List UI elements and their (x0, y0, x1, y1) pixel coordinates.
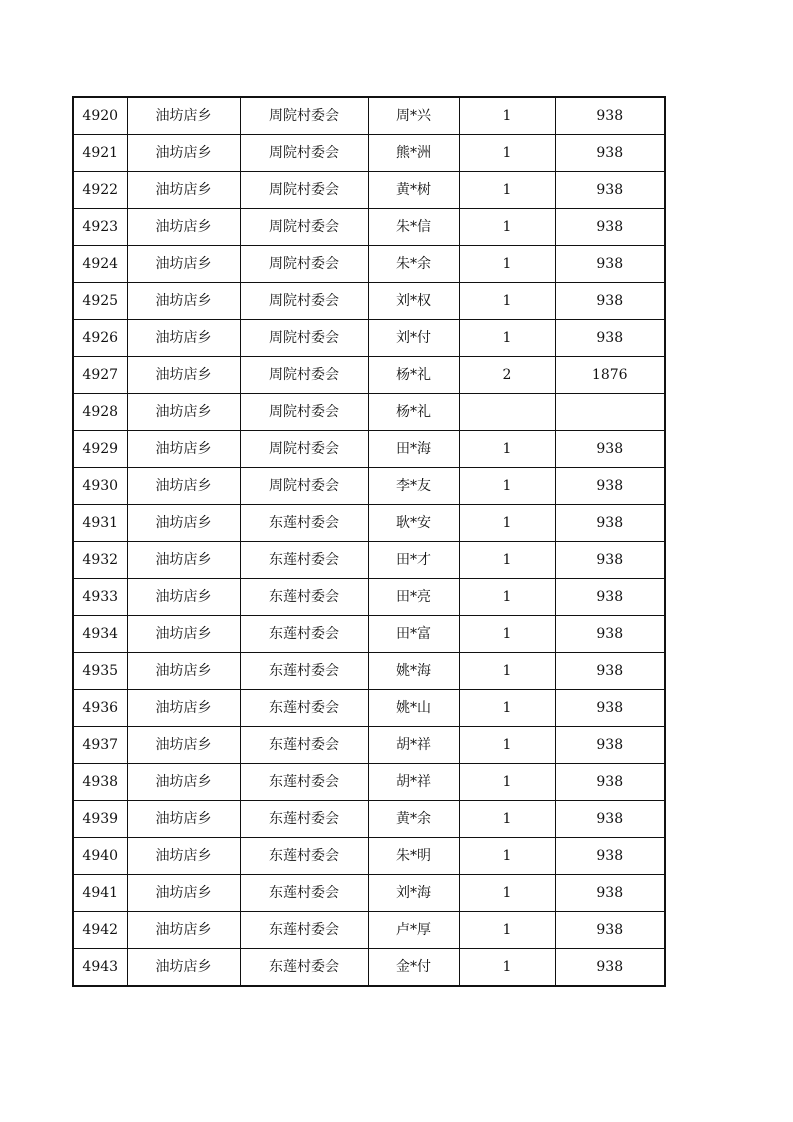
village-committee-cell: 东莲村委会 (240, 801, 368, 838)
table-row (73, 579, 665, 616)
township-cell: 油坊店乡 (127, 542, 240, 579)
count-cell: 1 (459, 246, 555, 283)
row-number-cell: 4933 (73, 579, 127, 616)
count-cell: 1 (459, 97, 555, 135)
row-number-cell: 4928 (73, 394, 127, 431)
village-committee-cell: 东莲村委会 (240, 505, 368, 542)
person-name-cell: 田*富 (368, 616, 459, 653)
count-cell: 1 (459, 764, 555, 801)
person-name-cell: 黄*树 (368, 172, 459, 209)
count-cell: 1 (459, 283, 555, 320)
amount-cell: 938 (555, 542, 665, 579)
village-committee-cell: 东莲村委会 (240, 764, 368, 801)
table-row (73, 209, 665, 246)
township-cell: 油坊店乡 (127, 468, 240, 505)
count-cell: 1 (459, 875, 555, 912)
row-number-cell: 4922 (73, 172, 127, 209)
village-committee-cell: 东莲村委会 (240, 949, 368, 987)
township-cell: 油坊店乡 (127, 912, 240, 949)
township-cell: 油坊店乡 (127, 875, 240, 912)
row-number-cell: 4929 (73, 431, 127, 468)
count-cell: 1 (459, 949, 555, 987)
township-cell: 油坊店乡 (127, 653, 240, 690)
amount-cell: 938 (555, 431, 665, 468)
township-cell: 油坊店乡 (127, 172, 240, 209)
count-cell: 1 (459, 505, 555, 542)
village-committee-cell: 东莲村委会 (240, 838, 368, 875)
row-number-cell: 4921 (73, 135, 127, 172)
row-number-cell: 4924 (73, 246, 127, 283)
person-name-cell: 耿*安 (368, 505, 459, 542)
amount-cell: 938 (555, 727, 665, 764)
count-cell: 1 (459, 431, 555, 468)
count-cell: 1 (459, 542, 555, 579)
count-cell: 1 (459, 727, 555, 764)
person-name-cell: 朱*明 (368, 838, 459, 875)
amount-cell: 938 (555, 801, 665, 838)
row-number-cell: 4940 (73, 838, 127, 875)
person-name-cell: 姚*山 (368, 690, 459, 727)
village-committee-cell: 周院村委会 (240, 431, 368, 468)
village-committee-cell: 周院村委会 (240, 283, 368, 320)
amount-cell: 938 (555, 320, 665, 357)
village-committee-cell: 周院村委会 (240, 394, 368, 431)
township-cell: 油坊店乡 (127, 616, 240, 653)
count-cell: 1 (459, 209, 555, 246)
row-number-cell: 4932 (73, 542, 127, 579)
amount-cell: 938 (555, 209, 665, 246)
township-cell: 油坊店乡 (127, 690, 240, 727)
person-name-cell: 李*友 (368, 468, 459, 505)
table-row (73, 431, 665, 468)
person-name-cell: 刘*权 (368, 283, 459, 320)
count-cell: 1 (459, 801, 555, 838)
person-name-cell: 刘*付 (368, 320, 459, 357)
village-committee-cell: 东莲村委会 (240, 542, 368, 579)
table-row (73, 764, 665, 801)
table-row (73, 690, 665, 727)
village-committee-cell: 东莲村委会 (240, 875, 368, 912)
village-committee-cell: 东莲村委会 (240, 579, 368, 616)
township-cell: 油坊店乡 (127, 97, 240, 135)
township-cell: 油坊店乡 (127, 209, 240, 246)
person-name-cell: 田*才 (368, 542, 459, 579)
township-cell: 油坊店乡 (127, 283, 240, 320)
village-committee-cell: 东莲村委会 (240, 690, 368, 727)
township-cell: 油坊店乡 (127, 505, 240, 542)
row-number-cell: 4925 (73, 283, 127, 320)
person-name-cell: 金*付 (368, 949, 459, 987)
amount-cell: 938 (555, 616, 665, 653)
amount-cell: 938 (555, 912, 665, 949)
count-cell: 1 (459, 320, 555, 357)
amount-cell: 938 (555, 949, 665, 987)
count-cell: 1 (459, 912, 555, 949)
amount-cell: 938 (555, 505, 665, 542)
row-number-cell: 4920 (73, 97, 127, 135)
amount-cell: 938 (555, 135, 665, 172)
village-committee-cell: 东莲村委会 (240, 727, 368, 764)
row-number-cell: 4927 (73, 357, 127, 394)
table-row (73, 616, 665, 653)
township-cell: 油坊店乡 (127, 764, 240, 801)
village-committee-cell: 东莲村委会 (240, 653, 368, 690)
count-cell: 1 (459, 579, 555, 616)
row-number-cell: 4942 (73, 912, 127, 949)
count-cell: 1 (459, 653, 555, 690)
amount-cell: 938 (555, 97, 665, 135)
row-number-cell: 4923 (73, 209, 127, 246)
village-committee-cell: 周院村委会 (240, 357, 368, 394)
person-name-cell: 姚*海 (368, 653, 459, 690)
table-row (73, 505, 665, 542)
person-name-cell: 杨*礼 (368, 357, 459, 394)
person-name-cell: 田*海 (368, 431, 459, 468)
table-row (73, 838, 665, 875)
person-name-cell: 胡*祥 (368, 764, 459, 801)
person-name-cell: 朱*信 (368, 209, 459, 246)
count-cell: 2 (459, 357, 555, 394)
table-row (73, 949, 665, 987)
township-cell: 油坊店乡 (127, 357, 240, 394)
table-row (73, 912, 665, 949)
roster-table (72, 96, 666, 987)
count-cell: 1 (459, 616, 555, 653)
row-number-cell: 4930 (73, 468, 127, 505)
township-cell: 油坊店乡 (127, 727, 240, 764)
table-row (73, 135, 665, 172)
township-cell: 油坊店乡 (127, 838, 240, 875)
table-row (73, 727, 665, 764)
amount-cell: 938 (555, 283, 665, 320)
table-row (73, 468, 665, 505)
person-name-cell: 周*兴 (368, 97, 459, 135)
table-row (73, 172, 665, 209)
count-cell: 1 (459, 838, 555, 875)
table-row (73, 246, 665, 283)
table-row (73, 542, 665, 579)
table-row (73, 320, 665, 357)
row-number-cell: 4941 (73, 875, 127, 912)
amount-cell (555, 394, 665, 431)
count-cell: 1 (459, 172, 555, 209)
table-row (73, 394, 665, 431)
person-name-cell: 胡*祥 (368, 727, 459, 764)
person-name-cell: 田*亮 (368, 579, 459, 616)
amount-cell: 938 (555, 468, 665, 505)
township-cell: 油坊店乡 (127, 579, 240, 616)
person-name-cell: 刘*海 (368, 875, 459, 912)
person-name-cell: 黄*余 (368, 801, 459, 838)
township-cell: 油坊店乡 (127, 394, 240, 431)
township-cell: 油坊店乡 (127, 431, 240, 468)
count-cell: 1 (459, 690, 555, 727)
village-committee-cell: 东莲村委会 (240, 616, 368, 653)
table-row (73, 97, 665, 135)
row-number-cell: 4938 (73, 764, 127, 801)
table-row (73, 653, 665, 690)
village-committee-cell: 东莲村委会 (240, 912, 368, 949)
row-number-cell: 4937 (73, 727, 127, 764)
township-cell: 油坊店乡 (127, 801, 240, 838)
count-cell: 1 (459, 468, 555, 505)
amount-cell: 938 (555, 764, 665, 801)
village-committee-cell: 周院村委会 (240, 209, 368, 246)
amount-cell: 938 (555, 875, 665, 912)
row-number-cell: 4934 (73, 616, 127, 653)
village-committee-cell: 周院村委会 (240, 172, 368, 209)
person-name-cell: 卢*厚 (368, 912, 459, 949)
township-cell: 油坊店乡 (127, 949, 240, 987)
count-cell (459, 394, 555, 431)
row-number-cell: 4936 (73, 690, 127, 727)
village-committee-cell: 周院村委会 (240, 97, 368, 135)
amount-cell: 938 (555, 246, 665, 283)
person-name-cell: 杨*礼 (368, 394, 459, 431)
person-name-cell: 熊*洲 (368, 135, 459, 172)
township-cell: 油坊店乡 (127, 246, 240, 283)
row-number-cell: 4935 (73, 653, 127, 690)
row-number-cell: 4943 (73, 949, 127, 987)
village-committee-cell: 周院村委会 (240, 320, 368, 357)
row-number-cell: 4926 (73, 320, 127, 357)
township-cell: 油坊店乡 (127, 135, 240, 172)
village-committee-cell: 周院村委会 (240, 468, 368, 505)
row-number-cell: 4931 (73, 505, 127, 542)
amount-cell: 938 (555, 172, 665, 209)
count-cell: 1 (459, 135, 555, 172)
person-name-cell: 朱*余 (368, 246, 459, 283)
table-row (73, 875, 665, 912)
table-row (73, 283, 665, 320)
amount-cell: 938 (555, 838, 665, 875)
village-committee-cell: 周院村委会 (240, 135, 368, 172)
table-row (73, 801, 665, 838)
table-row (73, 357, 665, 394)
amount-cell: 938 (555, 579, 665, 616)
township-cell: 油坊店乡 (127, 320, 240, 357)
village-committee-cell: 周院村委会 (240, 246, 368, 283)
amount-cell: 938 (555, 653, 665, 690)
row-number-cell: 4939 (73, 801, 127, 838)
amount-cell: 1876 (555, 357, 665, 394)
amount-cell: 938 (555, 690, 665, 727)
roster-table-body (73, 97, 665, 986)
